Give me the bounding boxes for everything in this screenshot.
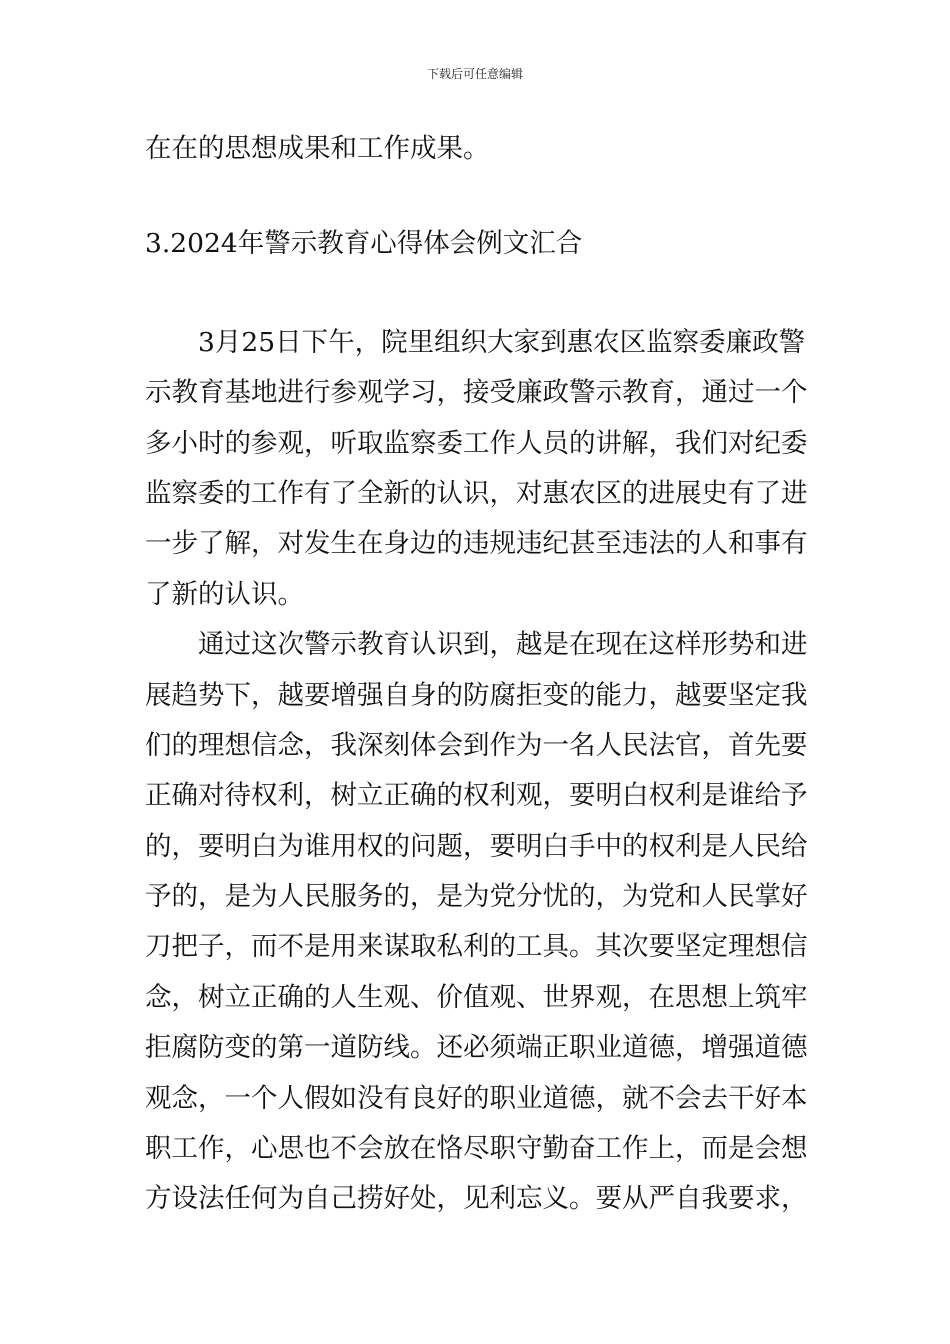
paragraph-line: 展趋势下，越要增强自身的防腐拒变的能力，越要坚定我	[145, 679, 808, 711]
paragraph-line: 予的，是为人民服务的，是为党分忧的，为党和人民掌好	[145, 881, 808, 913]
paragraph-2	[145, 620, 807, 1225]
paragraph-line: 多小时的参观，听取监察委工作人员的讲解，我们对纪委	[145, 427, 808, 459]
paragraph-1	[145, 318, 807, 620]
paragraph-line: 监察委的工作有了全新的认识，对惠农区的进展史有了进	[145, 477, 808, 509]
paragraph-line: 职工作，心思也不会放在恪尽职守勤奋工作上，而是会想	[145, 1133, 808, 1165]
page-header: 下载后可任意编辑	[426, 67, 523, 81]
paragraph-line: 拒腐防变的第一道防线。还必须端正职业道德，增强道德	[145, 1032, 808, 1064]
paragraph-line: 刀把子，而不是用来谋取私利的工具。其次要坚定理想信	[145, 931, 808, 963]
paragraph-line: 们的理想信念，我深刻体会到作为一名人民法官，首先要	[145, 729, 808, 761]
paragraph-line: 方设法任何为自己捞好处，见利忘义。要从严自我要求，	[145, 1183, 808, 1215]
paragraph-line: 3月25日下午，院里组织大家到惠农区监察委廉政警	[198, 326, 806, 358]
paragraph-line: 一步了解，对发生在身边的违规违纪甚至违法的人和事有	[145, 528, 808, 560]
paragraph-line: 正确对待权利，树立正确的权利观，要明白权利是谁给予	[145, 780, 808, 812]
paragraph-line: 示教育基地进行参观学习，接受廉政警示教育，通过一个	[145, 377, 808, 409]
continuation-line: 在在的思想成果和工作成果。	[145, 133, 490, 164]
paragraph-line: 的，要明白为谁用权的问题，要明白手中的权利是人民给	[145, 830, 808, 862]
paragraph-line: 念，树立正确的人生观、价值观、世界观，在思想上筑牢	[145, 981, 808, 1013]
paragraph-line: 了新的认识。	[145, 578, 304, 610]
section-title: 3.2024年警示教育心得体会例文汇合	[145, 228, 583, 260]
paragraph-line: 通过这次警示教育认识到，越是在现在这样形势和进	[198, 629, 808, 661]
document-body	[145, 124, 807, 1225]
paragraph-line: 观念，一个人假如没有良好的职业道德，就不会去干好本	[145, 1082, 808, 1114]
